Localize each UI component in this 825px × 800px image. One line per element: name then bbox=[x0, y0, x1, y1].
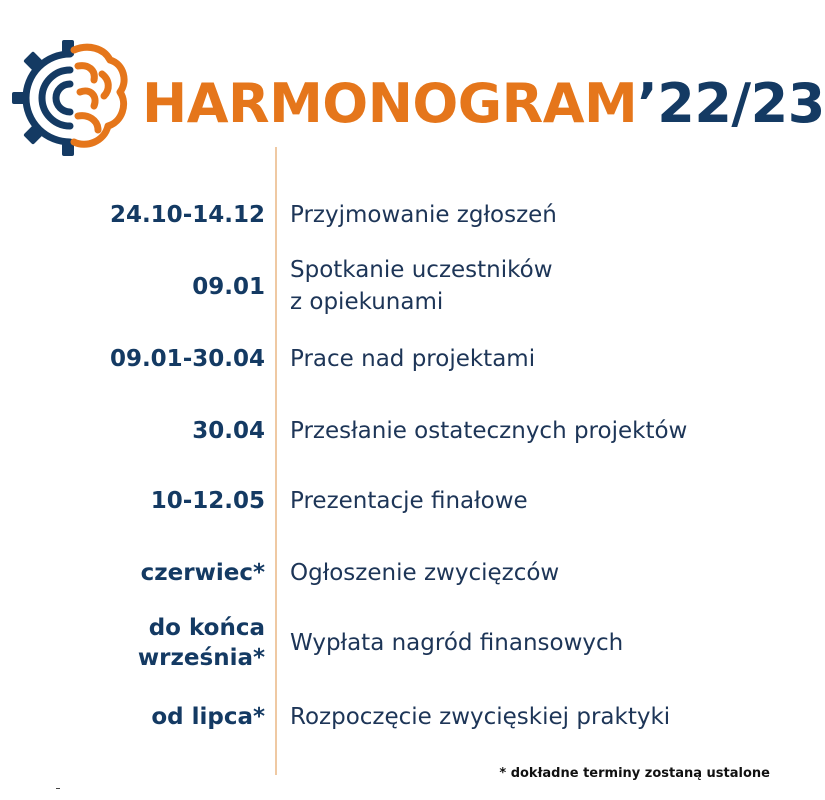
schedule-desc: Rozpoczęcie zwycięskiej praktyki bbox=[290, 704, 671, 730]
schedule-desc: Przesłanie ostatecznych projektów bbox=[290, 418, 688, 444]
schedule-desc: Spotkanie uczestników bbox=[290, 257, 553, 283]
schedule-date: 09.01 bbox=[192, 274, 265, 300]
schedule-desc: Ogłoszenie zwycięzców bbox=[290, 560, 560, 586]
schedule-desc: Prezentacje finałowe bbox=[290, 488, 528, 514]
schedule-date: 30.04 bbox=[192, 418, 265, 444]
schedule-desc-line2: z opiekunami bbox=[290, 289, 444, 315]
title-word: HARMONOGRAM bbox=[142, 72, 638, 135]
footnote: * dokładne terminy zostaną ustalone bbox=[499, 766, 770, 781]
schedule-date: 10-12.05 bbox=[150, 488, 265, 514]
gear-brain-icon bbox=[8, 36, 132, 160]
schedule-desc: Wypłata nagród finansowych bbox=[290, 630, 624, 656]
schedule-date: 09.01-30.04 bbox=[109, 346, 265, 372]
corner-mark bbox=[56, 788, 60, 789]
schedule-desc: Przyjmowanie zgłoszeń bbox=[290, 202, 557, 228]
schedule-date-line2: września* bbox=[137, 645, 265, 671]
schedule-date: czerwiec* bbox=[140, 560, 265, 586]
timeline-divider bbox=[275, 147, 277, 775]
page-title bbox=[142, 66, 825, 142]
schedule-date: do końca bbox=[148, 615, 265, 641]
schedule-date: od lipca* bbox=[151, 704, 265, 730]
title-year: ’22/23 bbox=[637, 72, 825, 135]
schedule-date: 24.10-14.12 bbox=[109, 202, 265, 228]
schedule-desc: Prace nad projektami bbox=[290, 346, 536, 372]
